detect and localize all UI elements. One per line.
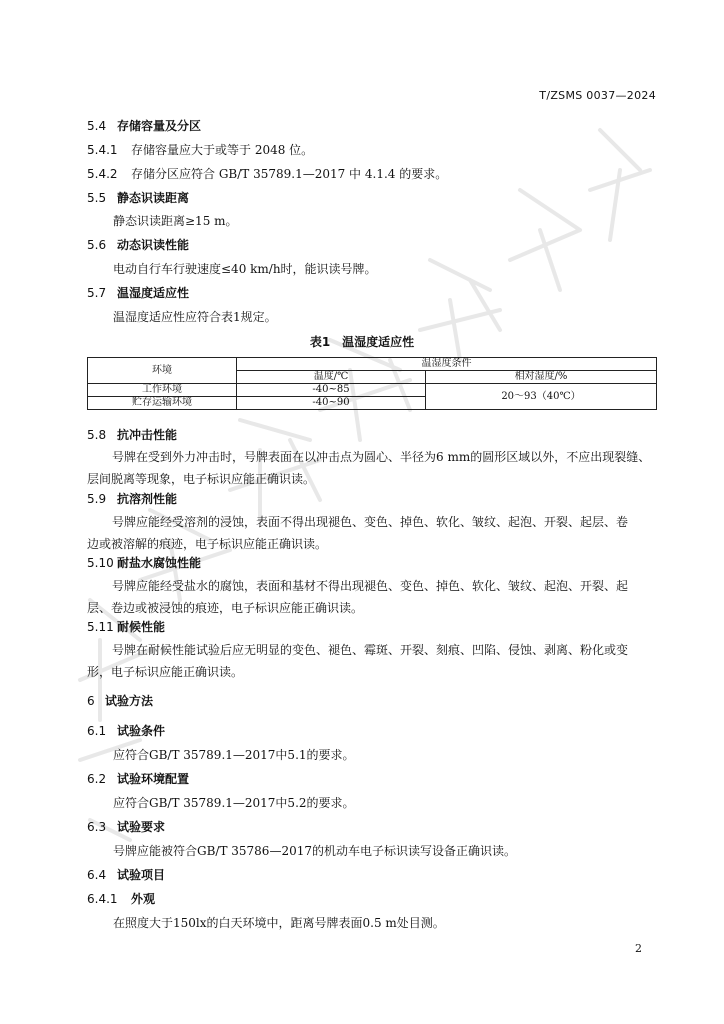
table-row bbox=[88, 384, 657, 397]
section-number: 5.11 bbox=[87, 620, 114, 634]
section-text-6-2: 应符合GB/T 35789.1—2017中5.2的要求。 bbox=[113, 796, 355, 810]
section-number: 6.2 bbox=[87, 772, 107, 786]
section-number: 6.4 bbox=[87, 868, 107, 882]
cell-temperature: -40~90 bbox=[237, 397, 426, 410]
header-temperature: 温度/℃ bbox=[237, 371, 426, 384]
paragraph-line: 层、卷边或被浸蚀的痕迹，电子标识应能正确识读。 bbox=[87, 601, 364, 615]
section-heading-6-1 bbox=[87, 723, 165, 739]
clause-text: 存储容量应大于或等于 2048 位。 bbox=[131, 143, 314, 157]
section-title: 试验环境配置 bbox=[117, 772, 190, 786]
clause-number: 5.4.2 bbox=[87, 167, 118, 181]
section-text-5-6: 电动自行车行驶速度≤40 km/h时，能识读号牌。 bbox=[113, 262, 377, 276]
header-conditions: 温湿度条件 bbox=[237, 358, 657, 371]
section-heading-6-2 bbox=[87, 771, 189, 787]
humidity-table bbox=[87, 357, 657, 410]
section-heading-6-4-1 bbox=[87, 891, 155, 907]
cell-temperature: -40~85 bbox=[237, 384, 426, 397]
page-number: 2 bbox=[635, 942, 642, 955]
section-title: 试验条件 bbox=[117, 724, 166, 738]
paragraph-line: 号牌在受到外力冲击时，号牌表面在以冲击点为圆心、半径为6 mm的圆形区域以外，不应出现裂缝、 bbox=[112, 450, 651, 464]
section-paragraph-5-9 bbox=[87, 511, 657, 555]
table-caption: 表1 温湿度适应性 bbox=[309, 335, 415, 349]
section-heading-5-6 bbox=[87, 237, 189, 253]
clause-text: 存储分区应符合 GB/T 35789.1—2017 中 4.1.4 的要求。 bbox=[131, 167, 448, 181]
section-number: 6.4.1 bbox=[87, 892, 118, 906]
section-number: 5.6 bbox=[87, 238, 107, 252]
section-paragraph-5-8 bbox=[87, 446, 657, 490]
section-heading-5-11 bbox=[87, 619, 165, 635]
cell-humidity: 20～93（40℃） bbox=[426, 384, 657, 410]
section-text-5-7: 温湿度适应性应符合表1规定。 bbox=[113, 310, 277, 324]
section-title: 耐盐水腐蚀性能 bbox=[117, 556, 202, 570]
section-heading-5-7 bbox=[87, 285, 189, 301]
section-heading-5-8 bbox=[87, 427, 177, 443]
section-number: 6.1 bbox=[87, 724, 107, 738]
section-number: 5.5 bbox=[87, 191, 107, 205]
section-heading-5-9 bbox=[87, 491, 177, 507]
section-paragraph-5-11 bbox=[87, 639, 657, 683]
section-title: 存储容量及分区 bbox=[117, 119, 202, 133]
section-heading-5-5 bbox=[87, 190, 189, 206]
cell-environment: 贮存运输环境 bbox=[88, 397, 237, 410]
section-number: 6.3 bbox=[87, 820, 107, 834]
paragraph-line: 形，电子标识应能正确识读。 bbox=[87, 665, 244, 679]
header-humidity: 相对湿度/% bbox=[426, 371, 657, 384]
section-text-6-3: 号牌应能被符合GB/T 35786—2017的机动车电子标识读写设备正确识读。 bbox=[113, 844, 516, 858]
paragraph-line: 号牌应能经受溶剂的浸蚀，表面不得出现褪色、变色、掉色、软化、皱纹、起泡、开裂、起层、卷 bbox=[112, 515, 629, 529]
header-environment: 环境 bbox=[88, 358, 237, 384]
paragraph-line: 边或被溶解的痕迹，电子标识应能正确识读。 bbox=[87, 537, 328, 551]
chapter-heading-6 bbox=[87, 693, 153, 709]
section-number: 5.10 bbox=[87, 556, 114, 570]
section-title: 动态识读性能 bbox=[117, 238, 190, 252]
cell-environment: 工作环境 bbox=[88, 384, 237, 397]
clause-5-4-2 bbox=[87, 166, 447, 182]
section-title: 耐候性能 bbox=[117, 620, 166, 634]
section-paragraph-5-10 bbox=[87, 575, 657, 619]
section-number: 5.8 bbox=[87, 428, 107, 442]
section-title: 抗溶剂性能 bbox=[117, 492, 178, 506]
section-title: 试验项目 bbox=[117, 868, 166, 882]
paragraph-line: 号牌应能经受盐水的腐蚀，表面和基材不得出现褪色、变色、掉色、软化、皱纹、起泡、开裂、起 bbox=[112, 579, 629, 593]
section-number: 5.4 bbox=[87, 119, 107, 133]
chapter-title: 试验方法 bbox=[105, 694, 154, 708]
section-title: 试验要求 bbox=[117, 820, 166, 834]
section-title: 外观 bbox=[131, 892, 156, 906]
section-heading-5-10 bbox=[87, 555, 201, 571]
section-number: 5.9 bbox=[87, 492, 107, 506]
chapter-number: 6 bbox=[87, 694, 95, 708]
paragraph-line: 号牌在耐候性能试验后应无明显的变色、褪色、霉斑、开裂、刻痕、凹陷、侵蚀、剥离、粉化或变 bbox=[112, 643, 629, 657]
section-title: 静态识读距离 bbox=[117, 191, 190, 205]
section-text-6-1: 应符合GB/T 35789.1—2017中5.1的要求。 bbox=[113, 748, 355, 762]
section-title: 抗冲击性能 bbox=[117, 428, 178, 442]
section-text-5-5: 静态识读距离≥15 m。 bbox=[113, 214, 238, 228]
section-text-6-4-1: 在照度大于150lx的白天环境中，距离号牌表面0.5 m处目测。 bbox=[113, 916, 445, 930]
section-number: 5.7 bbox=[87, 286, 107, 300]
section-heading-5-4 bbox=[87, 118, 201, 134]
clause-5-4-1 bbox=[87, 142, 313, 158]
clause-number: 5.4.1 bbox=[87, 143, 118, 157]
paragraph-line: 层间脱离等现象，电子标识应能正确识读。 bbox=[87, 472, 316, 486]
document-id-header: T/ZSMS 0037—2024 bbox=[539, 89, 656, 102]
section-heading-6-3 bbox=[87, 819, 165, 835]
section-title: 温湿度适应性 bbox=[117, 286, 190, 300]
section-heading-6-4 bbox=[87, 867, 165, 883]
